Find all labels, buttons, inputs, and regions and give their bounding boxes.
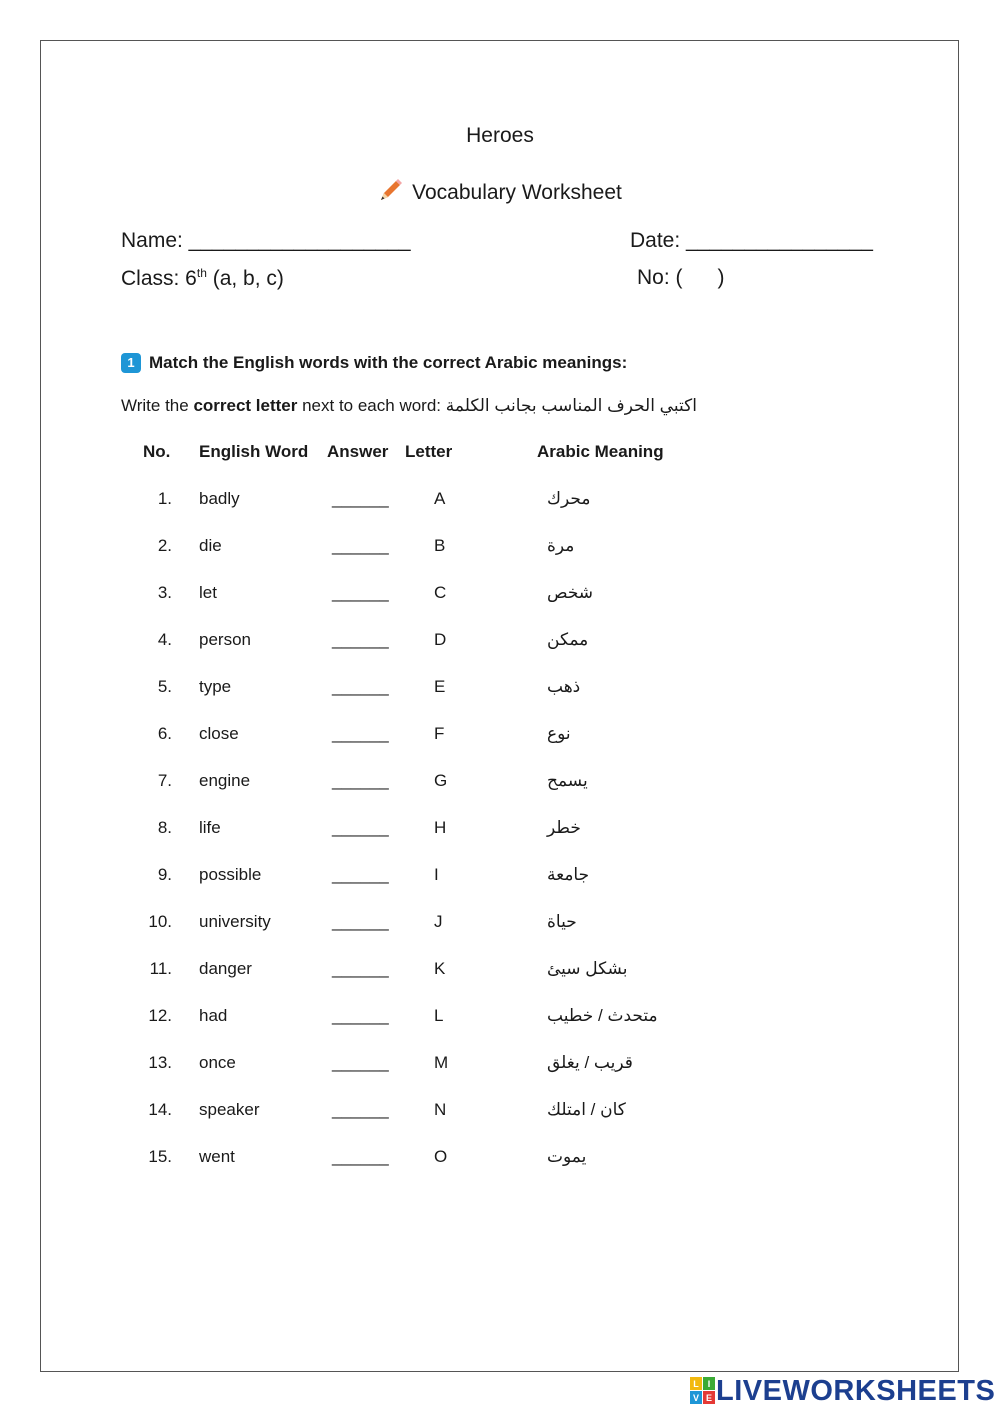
letter-label: L — [434, 1006, 444, 1025]
letter-label: N — [434, 1100, 447, 1119]
arabic-meaning: مرة — [547, 536, 575, 555]
row-number: 8. — [157, 818, 172, 837]
arabic-meaning: خطر — [547, 818, 581, 837]
row-number: 13. — [148, 1053, 172, 1072]
row-number: 11. — [149, 959, 172, 978]
english-word: speaker — [199, 1100, 260, 1119]
class-prefix: Class: 6 — [121, 267, 197, 290]
english-word: life — [199, 818, 221, 837]
worksheet-subtitle — [0, 177, 1000, 205]
letter-label: E — [434, 677, 446, 696]
letter-label: O — [434, 1147, 448, 1166]
english-word: let — [199, 583, 217, 602]
arabic-meaning: حياة — [547, 912, 577, 931]
letter-label: C — [434, 583, 447, 602]
row-number: 10. — [148, 912, 172, 931]
answer-blank[interactable]: ______ — [332, 1100, 389, 1119]
subtitle-text: Vocabulary Worksheet — [412, 181, 622, 204]
answer-blank[interactable]: ______ — [332, 1053, 389, 1072]
answer-blank[interactable]: ______ — [332, 912, 389, 931]
col-header-answer: Answer — [327, 442, 389, 461]
arabic-meaning: كان / امتلك — [547, 1100, 626, 1119]
row-number: 14. — [148, 1100, 172, 1119]
english-word: possible — [199, 865, 262, 884]
svg-text:I: I — [707, 1379, 711, 1389]
english-word: once — [199, 1053, 236, 1072]
instr-arabic: اكتبي الحرف المناسب بجانب الكلمة — [445, 396, 697, 415]
english-word: die — [199, 536, 222, 555]
pencil-icon — [378, 177, 404, 203]
svg-text:V: V — [692, 1393, 700, 1403]
row-number: 3. — [157, 583, 172, 602]
name-field[interactable]: Name: ___________________ — [121, 229, 411, 252]
answer-blank[interactable]: ______ — [332, 1147, 389, 1166]
letter-label: M — [434, 1053, 449, 1072]
date-field[interactable]: Date: ________________ — [630, 229, 873, 252]
answer-blank[interactable]: ______ — [332, 1006, 389, 1025]
english-word: close — [199, 724, 239, 743]
letter-label: G — [434, 771, 448, 790]
logo-text: LIVEWORKSHEETS — [716, 1374, 996, 1407]
letter-label: I — [434, 865, 439, 884]
english-word: badly — [199, 489, 240, 508]
arabic-meaning: ممكن — [547, 630, 589, 649]
col-header-word: English Word — [199, 442, 309, 461]
answer-blank[interactable]: ______ — [332, 959, 389, 978]
answer-blank[interactable]: ______ — [332, 771, 389, 790]
svg-text:L: L — [693, 1379, 699, 1389]
task-instructions — [121, 396, 697, 416]
worksheet-title: Heroes — [466, 124, 534, 147]
answer-blank[interactable]: ______ — [332, 489, 389, 508]
letter-label: B — [434, 536, 446, 555]
english-word: person — [199, 630, 251, 649]
english-word: university — [199, 912, 271, 931]
row-number: 5. — [157, 677, 172, 696]
row-number: 4. — [157, 630, 172, 649]
answer-blank[interactable]: ______ — [332, 630, 389, 649]
col-header-no: No. — [143, 442, 171, 461]
letter-label: K — [434, 959, 446, 978]
instr-bold: correct letter — [193, 396, 298, 415]
instr-prefix: Write the — [121, 396, 194, 415]
instr-suffix: next to each word: — [297, 396, 446, 415]
row-number: 12. — [148, 1006, 172, 1025]
answer-blank[interactable]: ______ — [332, 724, 389, 743]
arabic-meaning: محرك — [547, 489, 591, 508]
row-number: 7. — [157, 771, 172, 790]
row-number: 1. — [157, 489, 172, 508]
svg-text:E: E — [705, 1393, 713, 1403]
arabic-meaning: ذهب — [547, 677, 581, 696]
answer-blank[interactable]: ______ — [332, 583, 389, 602]
arabic-meaning: بشكل سيئ — [547, 959, 628, 978]
number-field[interactable]: No: ( ) — [637, 266, 725, 289]
col-header-arabic: Arabic Meaning — [537, 442, 664, 461]
answer-blank[interactable]: ______ — [332, 818, 389, 837]
row-number: 2. — [157, 536, 172, 555]
row-number: 15. — [148, 1147, 172, 1166]
class-label — [121, 266, 284, 291]
english-word: had — [199, 1006, 228, 1025]
letter-label: H — [434, 818, 447, 837]
english-word: engine — [199, 771, 251, 790]
task-heading — [121, 353, 627, 373]
arabic-meaning: يموت — [547, 1147, 587, 1166]
letter-label: F — [434, 724, 445, 743]
task-number-icon: 1 — [121, 353, 141, 373]
english-word: danger — [199, 959, 252, 978]
arabic-meaning: نوع — [547, 724, 571, 743]
arabic-meaning: جامعة — [547, 865, 590, 884]
letter-label: D — [434, 630, 447, 649]
letter-label: A — [434, 489, 446, 508]
arabic-meaning: يسمح — [547, 771, 588, 790]
task-heading-text: Match the English words with the correct Arabic meanings: — [149, 353, 628, 372]
letter-label: J — [434, 912, 443, 931]
arabic-meaning: متحدث / خطيب — [547, 1006, 658, 1025]
class-sup: th — [196, 266, 207, 280]
liveworksheets-logo-icon — [690, 1377, 716, 1405]
arabic-meaning: شخص — [547, 583, 594, 602]
row-number: 6. — [157, 724, 172, 743]
answer-blank[interactable]: ______ — [332, 865, 389, 884]
english-word: went — [199, 1147, 235, 1166]
arabic-meaning: قريب / يغلق — [547, 1053, 633, 1072]
liveworksheets-logo — [690, 1374, 995, 1408]
english-word: type — [199, 677, 232, 696]
col-header-letter: Letter — [405, 442, 453, 461]
class-suffix: (a, b, c) — [206, 267, 284, 290]
answer-blank[interactable]: ______ — [332, 677, 389, 696]
row-number: 9. — [157, 865, 172, 884]
answer-blank[interactable]: ______ — [332, 536, 389, 555]
